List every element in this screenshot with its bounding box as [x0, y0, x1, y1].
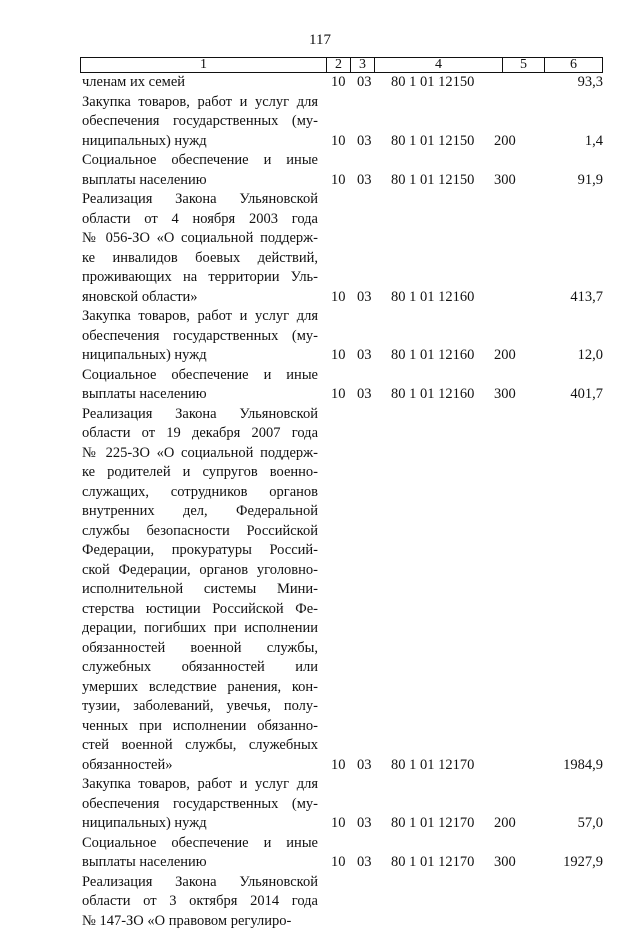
row-description	[82, 151, 318, 190]
table-row	[0, 190, 640, 307]
target-article-code: 80 1 01 12150	[391, 132, 474, 152]
amount-value: 401,7	[570, 385, 603, 405]
description-line: тузии, заболеваний, увечья, полу-	[82, 697, 318, 717]
section-code: 10	[331, 814, 346, 834]
table-row	[0, 366, 640, 405]
row-description	[82, 405, 318, 776]
table-row	[0, 775, 640, 834]
header-col-5: 5	[502, 58, 544, 72]
header-col-2: 2	[326, 58, 350, 72]
section-code: 10	[331, 346, 346, 366]
description-line: ниципальных) нужд	[82, 346, 318, 366]
description-line: Социальное обеспечение и иные	[82, 366, 318, 386]
description-line: служащих, сотрудников органов	[82, 483, 318, 503]
row-description	[82, 190, 318, 307]
expense-type-code: 200	[494, 814, 516, 834]
table-header	[80, 57, 603, 73]
page-number: 117	[0, 32, 640, 49]
description-line: Федерации, прокуратуры Россий-	[82, 541, 318, 561]
table-row	[0, 405, 640, 776]
amount-value: 1927,9	[563, 853, 603, 873]
table-row	[0, 151, 640, 190]
description-line: выплаты населению	[82, 171, 318, 191]
description-line: Социальное обеспечение и иные	[82, 834, 318, 854]
expense-type-code: 300	[494, 853, 516, 873]
description-line: ченных при исполнении обязанно-	[82, 717, 318, 737]
table-row	[0, 307, 640, 366]
header-col-1: 1	[81, 58, 326, 72]
expense-type-code: 200	[494, 346, 516, 366]
target-article-code: 80 1 01 12150	[391, 73, 474, 93]
section-code: 10	[331, 132, 346, 152]
description-line: ниципальных) нужд	[82, 814, 318, 834]
description-line: службы безопасности Российской	[82, 522, 318, 542]
description-line: обеспечения государственных (му-	[82, 795, 318, 815]
row-description	[82, 366, 318, 405]
subsection-code: 03	[357, 73, 372, 93]
description-line: Реализация Закона Ульяновской	[82, 873, 318, 893]
description-line: области от 4 ноября 2003 года	[82, 210, 318, 230]
amount-value: 12,0	[578, 346, 603, 366]
amount-value: 93,3	[578, 73, 603, 93]
description-line: ниципальных) нужд	[82, 132, 318, 152]
row-description	[82, 73, 318, 93]
target-article-code: 80 1 01 12160	[391, 346, 474, 366]
expense-type-code: 300	[494, 171, 516, 191]
description-line: Реализация Закона Ульяновской	[82, 190, 318, 210]
target-article-code: 80 1 01 12170	[391, 853, 474, 873]
row-description	[82, 834, 318, 873]
table-row	[0, 93, 640, 152]
description-line: обеспечения государственных (му-	[82, 327, 318, 347]
description-line: № 056-ЗО «О социальной поддерж-	[82, 229, 318, 249]
target-article-code: 80 1 01 12160	[391, 385, 474, 405]
amount-value: 1,4	[585, 132, 603, 152]
subsection-code: 03	[357, 132, 372, 152]
subsection-code: 03	[357, 756, 372, 776]
description-line: Реализация Закона Ульяновской	[82, 405, 318, 425]
description-line: ке родителей и супругов военно-	[82, 463, 318, 483]
description-line: области от 19 декабря 2007 года	[82, 424, 318, 444]
amount-value: 57,0	[578, 814, 603, 834]
section-code: 10	[331, 853, 346, 873]
row-description	[82, 775, 318, 834]
table-row	[0, 873, 640, 931]
amount-value: 91,9	[578, 171, 603, 191]
amount-value: 1984,9	[563, 756, 603, 776]
target-article-code: 80 1 01 12170	[391, 814, 474, 834]
description-line: членам их семей	[82, 73, 318, 93]
expense-type-code: 200	[494, 132, 516, 152]
subsection-code: 03	[357, 346, 372, 366]
row-description	[82, 93, 318, 152]
row-description	[82, 873, 318, 931]
section-code: 10	[331, 171, 346, 191]
section-code: 10	[331, 288, 346, 308]
row-description	[82, 307, 318, 366]
description-line: Закупка товаров, работ и услуг для	[82, 775, 318, 795]
description-line: дерации, погибших при исполнении	[82, 619, 318, 639]
target-article-code: 80 1 01 12150	[391, 171, 474, 191]
description-line: внутренних дел, Федеральной	[82, 502, 318, 522]
section-code: 10	[331, 756, 346, 776]
description-line: проживающих на территории Уль-	[82, 268, 318, 288]
amount-value: 413,7	[570, 288, 603, 308]
header-col-4: 4	[374, 58, 502, 72]
description-line: обязанностей военной службы,	[82, 639, 318, 659]
description-line: области от 3 октября 2014 года	[82, 892, 318, 912]
description-line: служебных обязанностей или	[82, 658, 318, 678]
description-line: обязанностей»	[82, 756, 318, 776]
table-row	[0, 73, 640, 93]
description-line: Закупка товаров, работ и услуг для	[82, 93, 318, 113]
expense-type-code: 300	[494, 385, 516, 405]
description-line: ской Федерации, органов уголовно-	[82, 561, 318, 581]
header-col-3: 3	[350, 58, 374, 72]
description-line: Закупка товаров, работ и услуг для	[82, 307, 318, 327]
subsection-code: 03	[357, 814, 372, 834]
header-col-6: 6	[544, 58, 602, 72]
description-line: умерших вследствие ранения, кон-	[82, 678, 318, 698]
description-line: выплаты населению	[82, 385, 318, 405]
description-line: стей военной службы, служебных	[82, 736, 318, 756]
description-line: яновской области»	[82, 288, 318, 308]
subsection-code: 03	[357, 853, 372, 873]
target-article-code: 80 1 01 12170	[391, 756, 474, 776]
subsection-code: 03	[357, 385, 372, 405]
subsection-code: 03	[357, 288, 372, 308]
table-row	[0, 834, 640, 873]
description-line: Социальное обеспечение и иные	[82, 151, 318, 171]
subsection-code: 03	[357, 171, 372, 191]
description-line: выплаты населению	[82, 853, 318, 873]
description-line: № 225-ЗО «О социальной поддерж-	[82, 444, 318, 464]
section-code: 10	[331, 385, 346, 405]
description-line: ке инвалидов боевых действий,	[82, 249, 318, 269]
description-line: стерства юстиции Российской Фе-	[82, 600, 318, 620]
description-line: исполнительной системы Мини-	[82, 580, 318, 600]
section-code: 10	[331, 73, 346, 93]
description-line: № 147-ЗО «О правовом регулиро-	[82, 912, 318, 931]
target-article-code: 80 1 01 12160	[391, 288, 474, 308]
description-line: обеспечения государственных (му-	[82, 112, 318, 132]
